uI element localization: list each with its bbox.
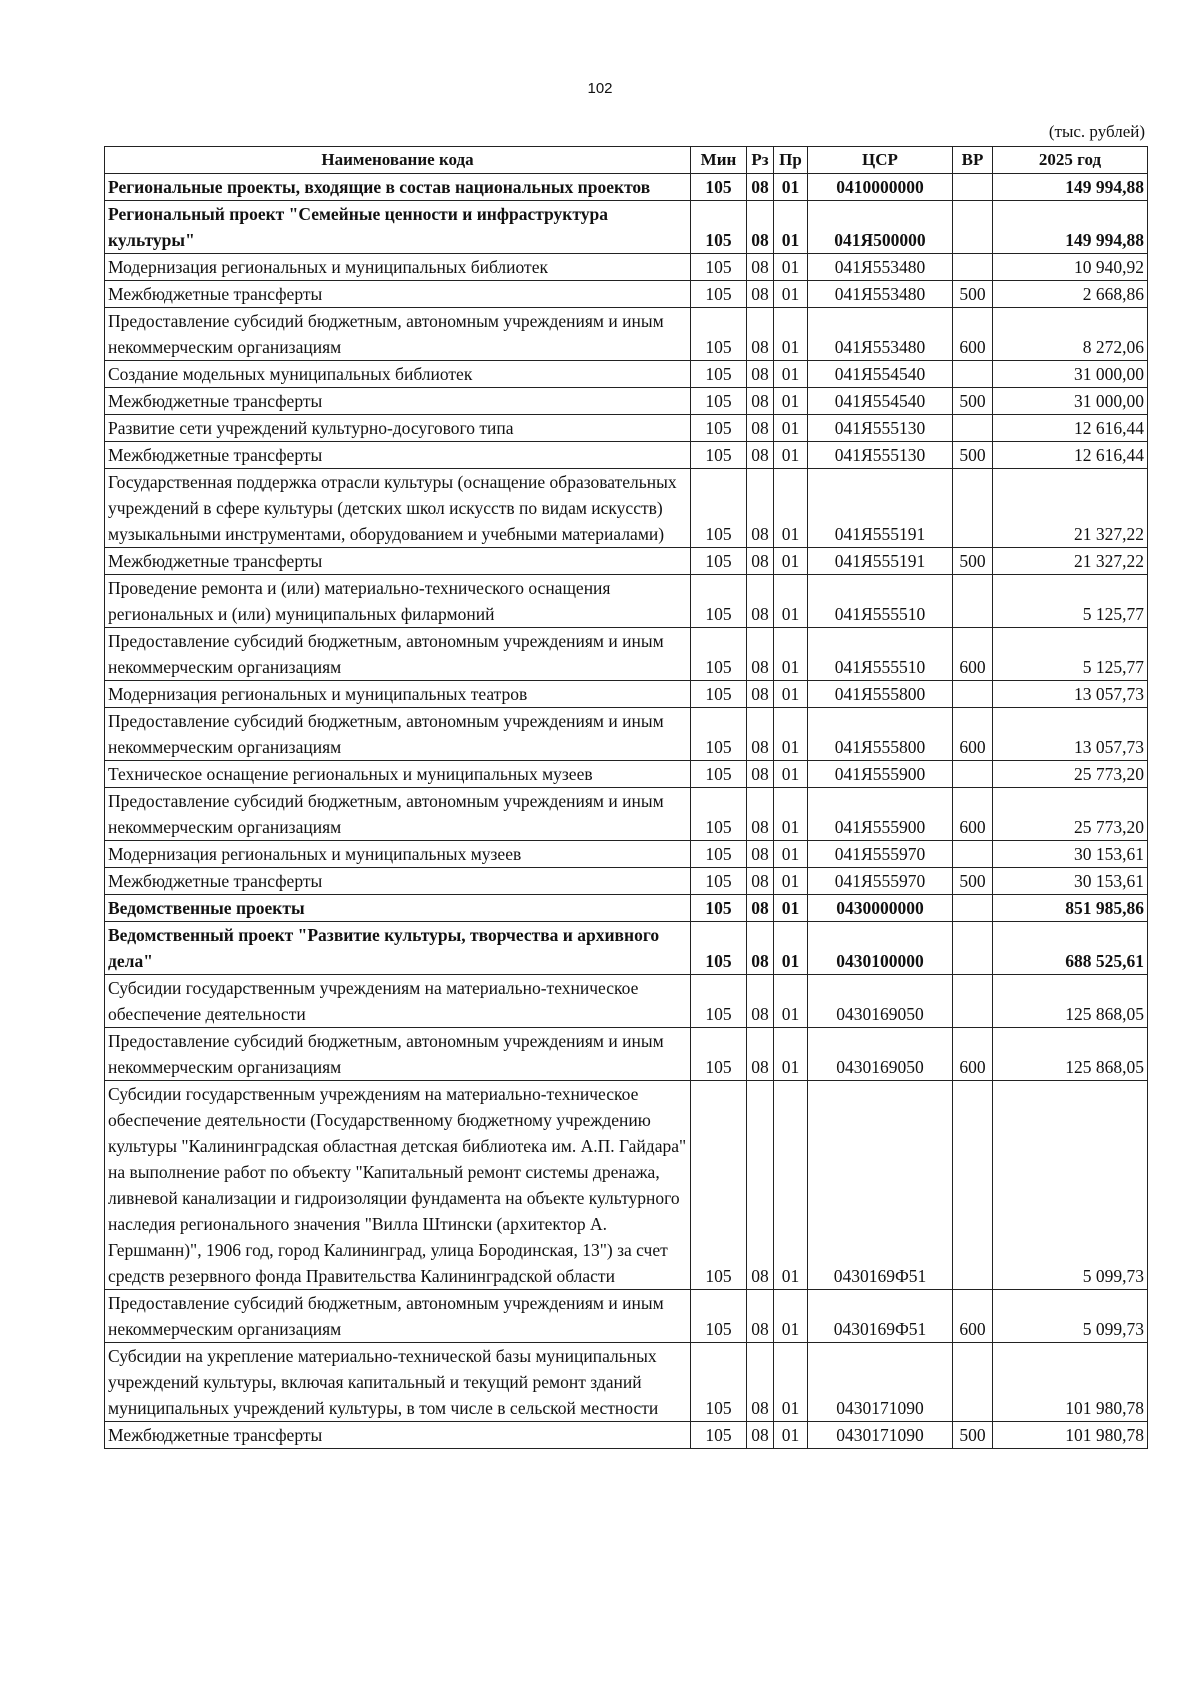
row-vr-cell: 600 [953, 628, 993, 681]
row-name-cell: Ведомственный проект "Развитие культуры, творчества и архивного дела" [105, 922, 691, 975]
row-csr-cell: 041Я554540 [808, 388, 953, 415]
row-min-cell: 105 [691, 841, 747, 868]
row-pr-cell: 01 [774, 201, 808, 254]
row-sum-cell: 25 773,20 [993, 761, 1148, 788]
header-pr: Пр [774, 147, 808, 174]
table-row [105, 1343, 1148, 1422]
row-csr-cell: 041Я555130 [808, 415, 953, 442]
row-vr-cell [953, 841, 993, 868]
row-min-cell: 105 [691, 575, 747, 628]
row-vr-cell [953, 254, 993, 281]
row-sum-cell: 10 940,92 [993, 254, 1148, 281]
table-row [105, 1081, 1148, 1290]
table-row [105, 922, 1148, 975]
row-name-cell: Межбюджетные трансферты [105, 281, 691, 308]
row-pr-cell: 01 [774, 761, 808, 788]
row-vr-cell [953, 174, 993, 201]
row-rz-cell: 08 [747, 1028, 774, 1081]
row-sum-cell: 125 868,05 [993, 975, 1148, 1028]
table-row [105, 1422, 1148, 1449]
row-name-cell: Межбюджетные трансферты [105, 442, 691, 469]
row-name-cell: Развитие сети учреждений культурно-досугового типа [105, 415, 691, 442]
row-csr-cell: 041Я555510 [808, 575, 953, 628]
row-csr-cell: 0430169Ф51 [808, 1081, 953, 1290]
row-rz-cell: 08 [747, 308, 774, 361]
row-vr-cell [953, 1081, 993, 1290]
row-name-cell: Межбюджетные трансферты [105, 868, 691, 895]
header-min: Мин [691, 147, 747, 174]
row-csr-cell: 041Я555970 [808, 841, 953, 868]
row-rz-cell: 08 [747, 548, 774, 575]
row-pr-cell: 01 [774, 575, 808, 628]
row-vr-cell [953, 761, 993, 788]
row-pr-cell: 01 [774, 174, 808, 201]
row-min-cell: 105 [691, 788, 747, 841]
row-pr-cell: 01 [774, 281, 808, 308]
row-pr-cell: 01 [774, 1422, 808, 1449]
row-csr-cell: 041Я553480 [808, 281, 953, 308]
table-row [105, 761, 1148, 788]
row-pr-cell: 01 [774, 841, 808, 868]
row-min-cell: 105 [691, 308, 747, 361]
row-min-cell: 105 [691, 1028, 747, 1081]
table-row [105, 895, 1148, 922]
row-rz-cell: 08 [747, 708, 774, 761]
table-row [105, 1290, 1148, 1343]
row-csr-cell: 041Я555191 [808, 469, 953, 548]
row-vr-cell: 500 [953, 868, 993, 895]
row-sum-cell: 101 980,78 [993, 1343, 1148, 1422]
table-row [105, 681, 1148, 708]
row-name-cell: Межбюджетные трансферты [105, 1422, 691, 1449]
row-vr-cell [953, 895, 993, 922]
row-name-cell: Модернизация региональных и муниципальных театров [105, 681, 691, 708]
row-sum-cell: 149 994,88 [993, 201, 1148, 254]
row-pr-cell: 01 [774, 681, 808, 708]
row-name-cell: Субсидии на укрепление материально-технической базы муниципальных учреждений культуры, включая капитальный и текущий ремонт зданий муниципальных учреждений культуры, в том числе в сельской местности [105, 1343, 691, 1422]
row-min-cell: 105 [691, 548, 747, 575]
row-name-cell: Региональные проекты, входящие в состав национальных проектов [105, 174, 691, 201]
table-row [105, 548, 1148, 575]
row-rz-cell: 08 [747, 975, 774, 1028]
row-name-cell: Создание модельных муниципальных библиотек [105, 361, 691, 388]
row-vr-cell: 600 [953, 308, 993, 361]
row-min-cell: 105 [691, 681, 747, 708]
row-sum-cell: 30 153,61 [993, 841, 1148, 868]
row-sum-cell: 5 099,73 [993, 1081, 1148, 1290]
row-vr-cell: 600 [953, 1028, 993, 1081]
row-csr-cell: 0430169050 [808, 975, 953, 1028]
row-name-cell: Субсидии государственным учреждениям на материально-техническое обеспечение деятельности [105, 975, 691, 1028]
row-name-cell: Предоставление субсидий бюджетным, автономным учреждениям и иным некоммерческим организациям [105, 628, 691, 681]
row-csr-cell: 041Я553480 [808, 254, 953, 281]
table-row [105, 361, 1148, 388]
row-rz-cell: 08 [747, 681, 774, 708]
row-sum-cell: 5 099,73 [993, 1290, 1148, 1343]
header-rz: Рз [747, 147, 774, 174]
table-row [105, 442, 1148, 469]
table-row [105, 1028, 1148, 1081]
row-name-cell: Межбюджетные трансферты [105, 388, 691, 415]
row-sum-cell: 2 668,86 [993, 281, 1148, 308]
header-vr: ВР [953, 147, 993, 174]
row-pr-cell: 01 [774, 308, 808, 361]
row-pr-cell: 01 [774, 1081, 808, 1290]
row-rz-cell: 08 [747, 201, 774, 254]
row-min-cell: 105 [691, 361, 747, 388]
row-vr-cell [953, 201, 993, 254]
row-rz-cell: 08 [747, 868, 774, 895]
row-vr-cell: 500 [953, 1422, 993, 1449]
row-pr-cell: 01 [774, 388, 808, 415]
row-rz-cell: 08 [747, 361, 774, 388]
row-csr-cell: 0430000000 [808, 895, 953, 922]
row-csr-cell: 0430171090 [808, 1422, 953, 1449]
table-row [105, 281, 1148, 308]
row-rz-cell: 08 [747, 254, 774, 281]
row-pr-cell: 01 [774, 922, 808, 975]
row-min-cell: 105 [691, 1343, 747, 1422]
row-name-cell: Ведомственные проекты [105, 895, 691, 922]
row-min-cell: 105 [691, 1422, 747, 1449]
row-sum-cell: 21 327,22 [993, 469, 1148, 548]
table-row [105, 868, 1148, 895]
row-vr-cell: 500 [953, 548, 993, 575]
row-sum-cell: 101 980,78 [993, 1422, 1148, 1449]
row-sum-cell: 25 773,20 [993, 788, 1148, 841]
row-rz-cell: 08 [747, 922, 774, 975]
row-min-cell: 105 [691, 415, 747, 442]
row-name-cell: Модернизация региональных и муниципальных библиотек [105, 254, 691, 281]
row-rz-cell: 08 [747, 895, 774, 922]
row-min-cell: 105 [691, 628, 747, 681]
row-sum-cell: 5 125,77 [993, 575, 1148, 628]
table-row [105, 708, 1148, 761]
row-sum-cell: 13 057,73 [993, 708, 1148, 761]
table-body [105, 174, 1148, 1449]
row-vr-cell [953, 469, 993, 548]
table-row [105, 841, 1148, 868]
row-min-cell: 105 [691, 469, 747, 548]
header-csr: ЦСР [808, 147, 953, 174]
row-sum-cell: 851 985,86 [993, 895, 1148, 922]
row-rz-cell: 08 [747, 281, 774, 308]
row-sum-cell: 688 525,61 [993, 922, 1148, 975]
table-row [105, 388, 1148, 415]
row-sum-cell: 30 153,61 [993, 868, 1148, 895]
row-name-cell: Предоставление субсидий бюджетным, автономным учреждениям и иным некоммерческим организациям [105, 308, 691, 361]
row-csr-cell: 0430169Ф51 [808, 1290, 953, 1343]
row-vr-cell: 500 [953, 281, 993, 308]
row-csr-cell: 041Я500000 [808, 201, 953, 254]
row-pr-cell: 01 [774, 708, 808, 761]
table-row [105, 788, 1148, 841]
table-header-row [105, 147, 1148, 174]
row-csr-cell: 041Я553480 [808, 308, 953, 361]
row-vr-cell: 500 [953, 442, 993, 469]
row-csr-cell: 041Я555800 [808, 681, 953, 708]
row-pr-cell: 01 [774, 1290, 808, 1343]
row-name-cell: Межбюджетные трансферты [105, 548, 691, 575]
row-pr-cell: 01 [774, 442, 808, 469]
row-pr-cell: 01 [774, 469, 808, 548]
row-csr-cell: 041Я555130 [808, 442, 953, 469]
row-rz-cell: 08 [747, 841, 774, 868]
row-csr-cell: 041Я554540 [808, 361, 953, 388]
row-rz-cell: 08 [747, 761, 774, 788]
row-name-cell: Техническое оснащение региональных и муниципальных музеев [105, 761, 691, 788]
row-rz-cell: 08 [747, 174, 774, 201]
row-pr-cell: 01 [774, 361, 808, 388]
row-min-cell: 105 [691, 1290, 747, 1343]
row-pr-cell: 01 [774, 548, 808, 575]
row-pr-cell: 01 [774, 975, 808, 1028]
row-sum-cell: 149 994,88 [993, 174, 1148, 201]
row-vr-cell [953, 922, 993, 975]
row-rz-cell: 08 [747, 1290, 774, 1343]
row-min-cell: 105 [691, 868, 747, 895]
row-sum-cell: 12 616,44 [993, 415, 1148, 442]
table-row [105, 254, 1148, 281]
row-csr-cell: 041Я555900 [808, 761, 953, 788]
row-sum-cell: 8 272,06 [993, 308, 1148, 361]
row-min-cell: 105 [691, 201, 747, 254]
row-name-cell: Предоставление субсидий бюджетным, автономным учреждениям и иным некоммерческим организациям [105, 788, 691, 841]
table-row [105, 174, 1148, 201]
row-min-cell: 105 [691, 761, 747, 788]
row-vr-cell [953, 1343, 993, 1422]
row-rz-cell: 08 [747, 1422, 774, 1449]
row-pr-cell: 01 [774, 415, 808, 442]
row-vr-cell [953, 975, 993, 1028]
row-min-cell: 105 [691, 708, 747, 761]
header-year: 2025 год [993, 147, 1148, 174]
row-name-cell: Проведение ремонта и (или) материально-технического оснащения региональных и (или) муниципальных филармоний [105, 575, 691, 628]
row-vr-cell: 600 [953, 788, 993, 841]
page-number: 102 [587, 80, 613, 97]
row-name-cell: Государственная поддержка отрасли культуры (оснащение образовательных учреждений в сфере культуры (детских школ искусств по видам искусств) музыкальными инструментами, оборудованием и учебными материалами) [105, 469, 691, 548]
row-name-cell: Предоставление субсидий бюджетным, автономным учреждениям и иным некоммерческим организациям [105, 1290, 691, 1343]
header-name: Наименование кода [105, 147, 691, 174]
row-min-cell: 105 [691, 922, 747, 975]
row-min-cell: 105 [691, 254, 747, 281]
row-pr-cell: 01 [774, 868, 808, 895]
row-rz-cell: 08 [747, 469, 774, 548]
row-name-cell: Модернизация региональных и муниципальных музеев [105, 841, 691, 868]
row-csr-cell: 041Я555191 [808, 548, 953, 575]
row-rz-cell: 08 [747, 628, 774, 681]
row-name-cell: Региональный проект "Семейные ценности и инфраструктура культуры" [105, 201, 691, 254]
row-name-cell: Предоставление субсидий бюджетным, автономным учреждениям и иным некоммерческим организациям [105, 1028, 691, 1081]
row-vr-cell: 500 [953, 388, 993, 415]
table-row [105, 469, 1148, 548]
row-pr-cell: 01 [774, 254, 808, 281]
table-row [105, 308, 1148, 361]
row-min-cell: 105 [691, 975, 747, 1028]
row-csr-cell: 0430100000 [808, 922, 953, 975]
row-rz-cell: 08 [747, 388, 774, 415]
table-row [105, 201, 1148, 254]
row-pr-cell: 01 [774, 1343, 808, 1422]
row-csr-cell: 041Я555970 [808, 868, 953, 895]
row-csr-cell: 0430171090 [808, 1343, 953, 1422]
row-rz-cell: 08 [747, 1081, 774, 1290]
table-row [105, 575, 1148, 628]
row-csr-cell: 041Я555900 [808, 788, 953, 841]
row-min-cell: 105 [691, 442, 747, 469]
budget-table [104, 146, 1148, 1449]
row-vr-cell: 600 [953, 1290, 993, 1343]
row-rz-cell: 08 [747, 442, 774, 469]
row-sum-cell: 125 868,05 [993, 1028, 1148, 1081]
row-min-cell: 105 [691, 1081, 747, 1290]
row-min-cell: 105 [691, 281, 747, 308]
row-min-cell: 105 [691, 388, 747, 415]
row-csr-cell: 041Я555510 [808, 628, 953, 681]
row-vr-cell [953, 681, 993, 708]
row-min-cell: 105 [691, 174, 747, 201]
row-rz-cell: 08 [747, 1343, 774, 1422]
row-sum-cell: 12 616,44 [993, 442, 1148, 469]
row-name-cell: Предоставление субсидий бюджетным, автономным учреждениям и иным некоммерческим организациям [105, 708, 691, 761]
row-pr-cell: 01 [774, 628, 808, 681]
row-vr-cell [953, 361, 993, 388]
units-label: (тыс. рублей) [1048, 122, 1145, 141]
table-row [105, 415, 1148, 442]
row-sum-cell: 5 125,77 [993, 628, 1148, 681]
row-sum-cell: 13 057,73 [993, 681, 1148, 708]
row-name-cell: Субсидии государственным учреждениям на материально-техническое обеспечение деятельности (Государственному бюджетному учреждению культуры "Калининградская областная детская библиотека им. А.П. Гайдара" на выполнение работ по объекту "Капитальный ремонт системы дренажа, ливневой канализации и гидроизоляции фундамента на объекте культурного наследия регионального значения "Вилла Штински (архитектор А. Гершманн)", 1906 год, город Калининград, улица Бородинская, 13") за счет средств резервного фонда Правительства Калининградской области [105, 1081, 691, 1290]
table-row [105, 975, 1148, 1028]
row-pr-cell: 01 [774, 788, 808, 841]
row-vr-cell: 600 [953, 708, 993, 761]
row-pr-cell: 01 [774, 1028, 808, 1081]
row-sum-cell: 21 327,22 [993, 548, 1148, 575]
row-min-cell: 105 [691, 895, 747, 922]
row-sum-cell: 31 000,00 [993, 361, 1148, 388]
row-csr-cell: 041Я555800 [808, 708, 953, 761]
row-rz-cell: 08 [747, 415, 774, 442]
row-csr-cell: 0430169050 [808, 1028, 953, 1081]
row-rz-cell: 08 [747, 788, 774, 841]
row-rz-cell: 08 [747, 575, 774, 628]
row-csr-cell: 0410000000 [808, 174, 953, 201]
row-vr-cell [953, 415, 993, 442]
row-pr-cell: 01 [774, 895, 808, 922]
row-sum-cell: 31 000,00 [993, 388, 1148, 415]
row-vr-cell [953, 575, 993, 628]
table-row [105, 628, 1148, 681]
